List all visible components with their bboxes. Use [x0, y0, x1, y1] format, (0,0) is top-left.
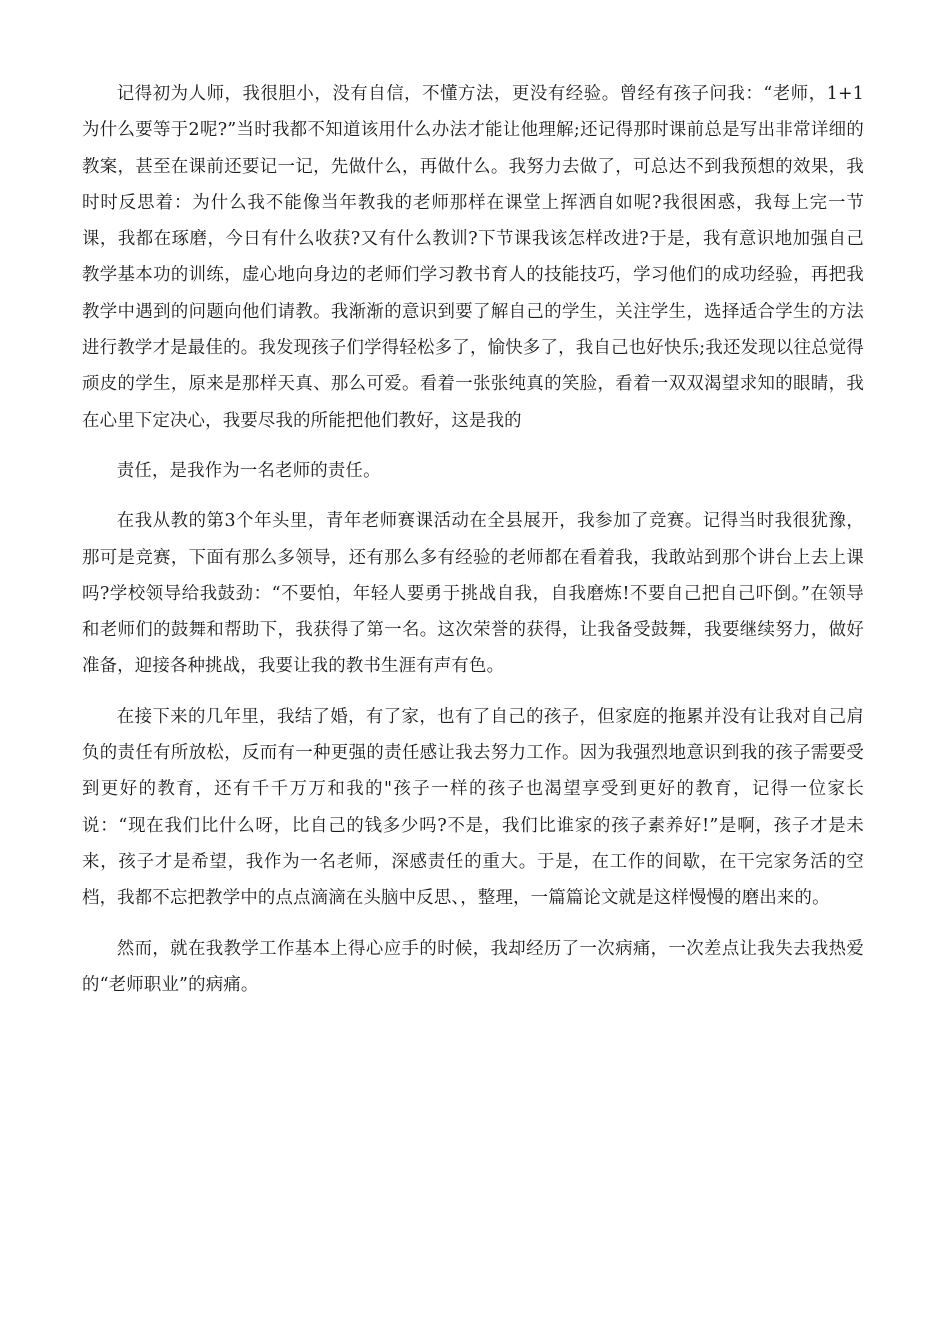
- paragraph-4: 在接下来的几年里，我结了婚，有了家，也有了自己的孩子，但家庭的拖累并没有让我对自己肩负的责任有所放松，反而有一种更强的责任感让我去努力工作。因为我强烈地意识到我的孩子需要受到更好的教育，还有千千万万和我的"孩子一样的孩子也渴望享受到更好的教育，记得一位家长说：“现在我们比什么呀，比自己的钱多少吗?不是，我们比谁家的孩子素养好!”是啊，孩子才是未来，孩子才是希望，我作为一名老师，深感责任的重大。于是，在工作的间歇，在干完家务活的空档，我都不忘把教学中的点点滴滴在头脑中反思、，整理，一篇篇论文就是这样慢慢的磨出来的。: [82, 706, 864, 909]
- paragraph-1: 记得初为人师，我很胆小，没有自信，不懂方法，更没有经验。曾经有孩子问我：“老师，1+1为什么要等于2呢?”当时我都不知道该用什么办法才能让他理解;还记得那时课前总是写出非常详细的教案，甚至在课前还要记一记，先做什么，再做什么。我努力去做了，可总达不到我预想的效果，我时时反思着：为什么我不能像当年教我的老师那样在课堂上挥洒自如呢?我很困惑，我每上完一节课，我都在琢磨，今日有什么收获?又有什么教训?下节课我该怎样改进?于是，我有意识地加强自己教学基本功的训练，虚心地向身边的老师们学习教书育人的技能技巧，学习他们的成功经验，再把我教学中遇到的问题向他们请教。我渐渐的意识到要了解自己的学生，关注学生，选择适合学生的方法进行教学才是最佳的。我发现孩子们学得轻松多了，愉快多了，我自己也好快乐;我还发现以往总觉得顽皮的学生，原来是那样天真、那么可爱。看着一张张纯真的笑脸，看着一双双渴望求知的眼睛，我在心里下定决心，我要尽我的所能把他们教好，这是我的: [82, 84, 864, 431]
- document-page: [82, 0, 864, 1003]
- paragraph-3: 在我从教的第3个年头里，青年老师赛课活动在全县展开，我参加了竞赛。记得当时我很犹豫，那可是竞赛，下面有那么多领导，还有那么多有经验的老师都在看着我，我敢站到那个讲台上去上课吗?学校领导给我鼓劲：“不要怕，年轻人要勇于挑战自我，自我磨炼!不要自己把自己吓倒。”在领导和老师们的鼓舞和帮助下，我获得了第一名。这次荣誉的获得，让我备受鼓舞，我要继续努力，做好准备，迎接各种挑战，我要让我的教书生涯有声有色。: [82, 511, 864, 677]
- paragraph-2: 责任，是我作为一名老师的责任。: [116, 460, 381, 481]
- paragraph-5: 然而，就在我教学工作基本上得心应手的时候，我却经历了一次病痛，一次差点让我失去我热爱的“老师职业”的病痛。: [82, 938, 864, 995]
